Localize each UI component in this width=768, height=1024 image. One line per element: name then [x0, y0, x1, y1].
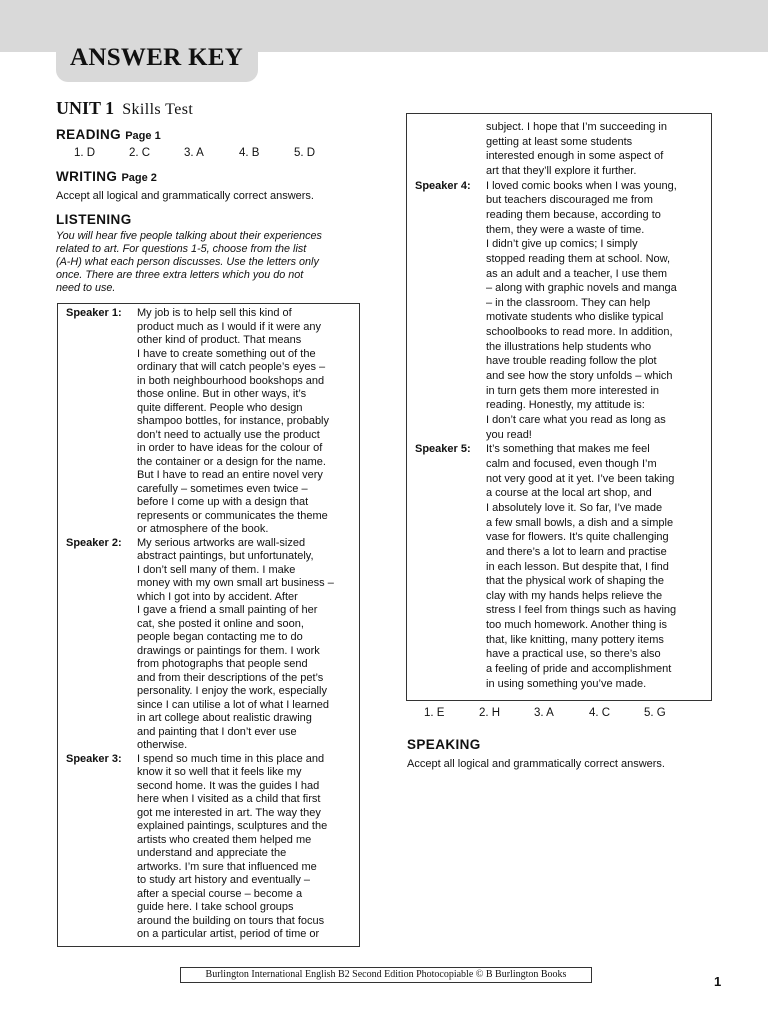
transcript-line: I absolutely love it. So far, I’ve made	[486, 501, 663, 514]
answer-item: 4. B	[239, 147, 260, 159]
transcript-line: other kind of product. That means	[137, 334, 302, 346]
speaker-label: Speaker 2:	[66, 536, 122, 549]
transcript-line: interested enough in some aspect of	[486, 150, 664, 163]
transcript-line: shampoo bottles, for instance, probably	[137, 415, 330, 427]
transcript-line: – in the classroom. They can help	[486, 296, 651, 309]
transcript-line: schoolbooks to read more. In addition,	[486, 326, 673, 339]
transcript-line: subject. I hope that I’m succeeding in	[486, 121, 667, 133]
transcript-line: which I got into by accident. After	[137, 590, 298, 603]
transcript-line: But I have to read an entire novel very	[137, 469, 323, 481]
writing-title: WRITING	[56, 169, 118, 184]
transcript-line: represents or communicates the theme	[137, 509, 328, 522]
transcript-line: I didn’t give up comics; I simply	[486, 238, 638, 251]
transcript-line: in turn gets them more interested in	[486, 384, 660, 397]
transcript-line: since I can utilise a lot of what I learned	[137, 698, 329, 711]
transcript-line: the illustrations help students who	[486, 340, 652, 353]
transcript-line: My serious artworks are wall-sized	[137, 536, 306, 549]
unit-heading	[56, 98, 193, 119]
transcript-line: motivate students who dislike typical	[486, 311, 664, 324]
transcript-line: stress I feel from things such as having	[486, 604, 677, 617]
transcript-line: carefully – sometimes even twice –	[137, 482, 308, 495]
transcript-line: I have to create something out of the	[137, 347, 316, 360]
transcript-line: and from their descriptions of the pet’s	[137, 671, 324, 684]
transcript-line: in order to have ideas for the colour of	[137, 442, 323, 454]
transcript-line: otherwise.	[137, 739, 188, 751]
transcript-line: have trouble reading follow the plot	[486, 355, 657, 368]
transcript-line: second home. It was the guides I had	[137, 779, 320, 792]
transcript-line: drawings or paintings for them. I work	[137, 644, 320, 657]
transcript-line: too much homework. Another thing is	[486, 619, 667, 632]
writing-page: Page 2	[121, 172, 157, 184]
transcript-line: not very good at it yet. I’ve been taking	[486, 472, 675, 485]
page-number: 1	[714, 974, 722, 989]
answer-item: 2. H	[479, 707, 501, 719]
transcript-line: after a special course – become a	[137, 887, 303, 900]
transcript-line: here when I visited as a child that first	[137, 793, 321, 805]
transcript-line: in each lesson. But despite that, I find	[486, 560, 669, 573]
transcript-line: a few small bowls, a dish and a simple	[486, 516, 674, 529]
speaking-text: Accept all logical and grammatically correct answers.	[407, 758, 665, 770]
transcript-line: as an adult and a teacher, I use them	[486, 267, 668, 280]
transcript-line: getting at least some students	[486, 135, 633, 148]
instruction-line: (A-H) what each person discusses. Use the letters only	[56, 256, 319, 268]
page-title: ANSWER KEY	[70, 44, 244, 71]
listening-answers	[424, 707, 699, 719]
transcript-line: It’s something that makes me feel	[486, 443, 650, 456]
transcript-line: a feeling of pride and accomplishment	[486, 663, 672, 676]
listening-heading	[56, 212, 132, 227]
transcript-line: and painting that I don’t ever use	[137, 725, 297, 738]
transcript-line: My job is to help sell this kind of	[137, 307, 292, 319]
speaker-label: Speaker 1:	[66, 307, 122, 319]
answer-item: 5. D	[294, 147, 316, 159]
transcript-line: I loved comic books when I was young,	[486, 179, 677, 192]
instruction-line: You will hear five people talking about their experiences	[56, 230, 322, 242]
speaker-label: Speaker 5:	[415, 443, 471, 456]
transcript-line: art that they’ll explore it further.	[486, 164, 637, 177]
transcript-line: people began contacting me to do	[137, 631, 303, 643]
answer-item: 1. E	[424, 707, 445, 719]
transcript-line: artists who created them helped me	[137, 833, 312, 846]
transcript-line: you read!	[486, 428, 532, 441]
transcript-line: reading them because, according to	[486, 208, 661, 221]
transcript-line: vase for flowers. It’s quite challenging	[486, 531, 669, 544]
speaking-heading	[407, 737, 481, 752]
transcript-line: clay with my hands helps relieve the	[486, 589, 663, 602]
transcript-line: from photographs that people send	[137, 658, 308, 670]
transcript-line: on a particular artist, period of time or	[137, 928, 320, 940]
reading-heading	[56, 127, 161, 142]
speaker-label: Speaker 3:	[66, 752, 122, 765]
transcript-line: a course at the local art shop, and	[486, 487, 652, 500]
transcript-line: stopped reading them at school. Now,	[486, 252, 671, 265]
answer-item: 5. G	[644, 707, 666, 719]
reading-answers	[74, 147, 349, 159]
transcript-line: them, they were a waste of time.	[486, 223, 645, 236]
transcript-line: cat, she posted it online and soon,	[137, 617, 304, 630]
transcript-line: that the physical work of shaping the	[486, 575, 664, 588]
transcript-line: – along with graphic novels and manga	[486, 282, 677, 295]
answer-item: 3. A	[184, 147, 204, 159]
transcript-line: got me interested in art. The way they	[137, 806, 321, 819]
answer-item: 4. C	[589, 707, 611, 719]
transcript-line: reading. Honestly, my attitude is:	[486, 399, 645, 412]
transcript-line: personality. I enjoy the work, especially	[137, 685, 327, 697]
transcript-line: in both neighbourhood bookshops and	[137, 374, 325, 387]
transcript-line: in using something you’ve made.	[486, 677, 647, 690]
speaking-title: SPEAKING	[407, 737, 481, 752]
transcript-line: around the building on tours that focus	[137, 914, 325, 927]
transcript-line: I don’t care what you read as long as	[486, 414, 666, 426]
transcript-line: quite different. People who design	[137, 401, 303, 414]
transcript-line: money with my own small art business –	[137, 577, 334, 589]
answer-key-tab	[56, 30, 258, 82]
transcript-line: but teachers discouraged me from	[486, 194, 653, 207]
speaker-label: Speaker 4:	[415, 179, 471, 192]
transcript-line: calm and focused, even though I’m	[486, 457, 657, 470]
transcript-line: explained paintings, sculptures and the	[137, 820, 328, 832]
transcript-line: understand and appreciate the	[137, 847, 287, 859]
unit-name: Skills Test	[122, 101, 194, 118]
listening-title: LISTENING	[56, 212, 132, 227]
writing-heading	[56, 169, 157, 184]
answer-item: 2. C	[129, 147, 151, 159]
transcript-line: in art college about realistic drawing	[137, 712, 312, 724]
transcript-line: and see how the story unfolds – which	[486, 370, 673, 383]
answer-item: 1. D	[74, 147, 96, 159]
writing-text: Accept all logical and grammatically correct answers.	[56, 190, 314, 202]
reading-title: READING	[56, 127, 122, 142]
transcript-line: ordinary that will catch people’s eyes –	[137, 361, 326, 373]
transcript-line: I gave a friend a small painting of her	[137, 604, 318, 616]
unit-number: UNIT 1	[56, 98, 115, 118]
copyright-footer: Burlington International English B2 Second Edition Photocopiable © B Burlington Books	[180, 967, 592, 983]
transcript-line: or atmosphere of the book.	[137, 523, 269, 535]
transcript-line: before I come up with a design that	[137, 496, 309, 508]
transcript-line: product much as I would if it were any	[137, 320, 322, 333]
transcript-line: artworks. I’m sure that influenced me	[137, 860, 317, 873]
transcript-line: and there’s a lot to learn and practise	[486, 545, 667, 558]
transcript-line: I spend so much time in this place and	[137, 752, 325, 765]
transcript-line: know it so well that it feels like my	[137, 766, 302, 778]
transcript-line: have a practical use, so there’s also	[486, 648, 661, 661]
transcript-line: those online. But in other ways, it’s	[137, 388, 307, 400]
transcript-line: the container or a design for the name.	[137, 455, 326, 468]
transcript-line: I don’t sell many of them. I make	[137, 563, 296, 576]
transcript-line: guide here. I take school groups	[137, 901, 294, 913]
instruction-line: once. There are three extra letters which you do not	[56, 269, 304, 281]
instruction-line: related to art. For questions 1-5, choose from the list	[56, 243, 307, 255]
transcript-line: abstract paintings, but unfortunately,	[137, 550, 314, 562]
transcript-line: don’t need to actually use the product	[137, 428, 320, 441]
transcript-line: that, like knitting, many pottery items	[486, 633, 664, 646]
listening-instructions	[56, 230, 346, 295]
transcript-line: to study art history and eventually –	[137, 874, 311, 886]
instruction-line: need to use.	[56, 282, 116, 294]
answer-item: 3. A	[534, 707, 554, 719]
reading-page: Page 1	[125, 130, 161, 142]
